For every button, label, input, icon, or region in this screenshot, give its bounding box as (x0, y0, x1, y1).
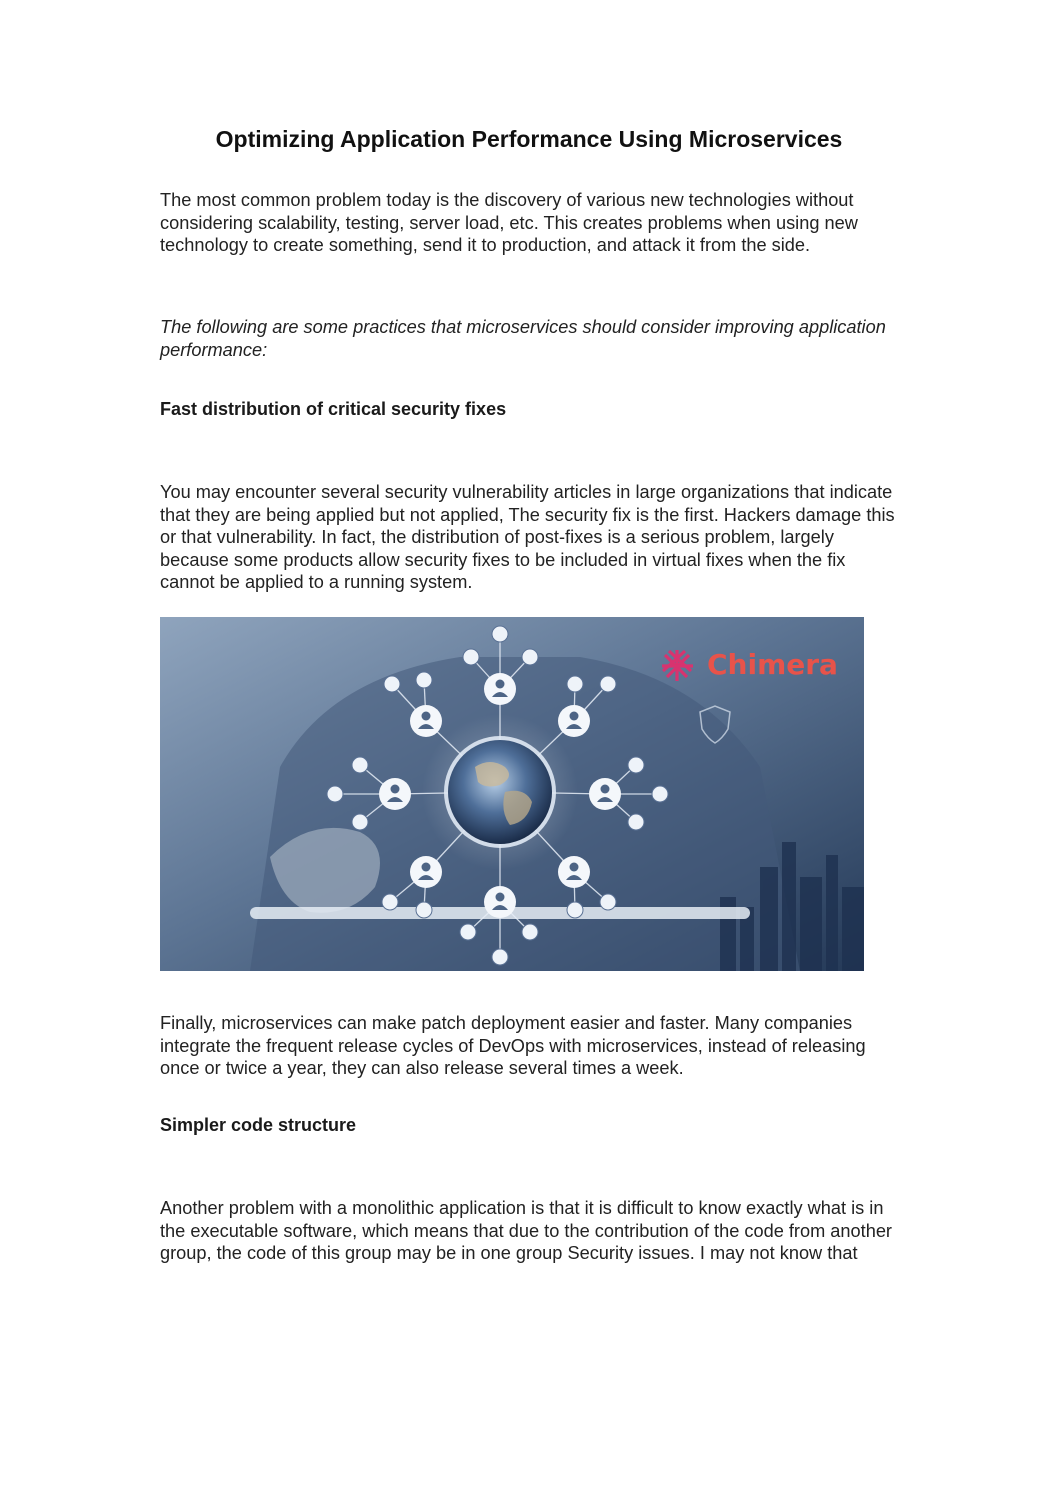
network-globe-illustration (160, 617, 864, 971)
section-heading-security-fixes: Fast distribution of critical security fixes (160, 399, 507, 419)
patch-deployment-paragraph: Finally, microservices can make patch deployment easier and faster. Many companies integrate the frequent release cycles of DevOps with microservices, instead of releasing once or twice a year, they can also release several times a week. (160, 1013, 866, 1078)
practices-lead: The following are some practices that microservices should consider improving application performance: (160, 317, 886, 360)
intro-paragraph: The most common problem today is the discovery of various new technologies without considering scalability, testing, server load, etc. This creates problems when using new technology to create something, send it to production, and attack it from the side. (160, 190, 858, 255)
code-structure-paragraph: Another problem with a monolithic application is that it is difficult to know exactly what is in the executable software, which means that due to the contribution of the code from another group, the code of this group may be in one group Security issues. I may not know that (160, 1198, 892, 1263)
section-heading-code-structure: Simpler code structure (160, 1115, 357, 1135)
security-fixes-paragraph: You may encounter several security vulnerability articles in large organizations that indicate that they are being applied but not applied, The security fix is the first. Hackers damage this or that vulnerability. In fact, the distribution of post-fixes is a serious problem, largely because some products allow security fixes to be included in virtual fixes when the fix cannot be applied to a running system. (160, 482, 895, 592)
hero-image (160, 617, 864, 971)
page-title: Optimizing Application Performance Using Microservices (215, 126, 843, 152)
brand-name: Chimera (707, 648, 838, 681)
